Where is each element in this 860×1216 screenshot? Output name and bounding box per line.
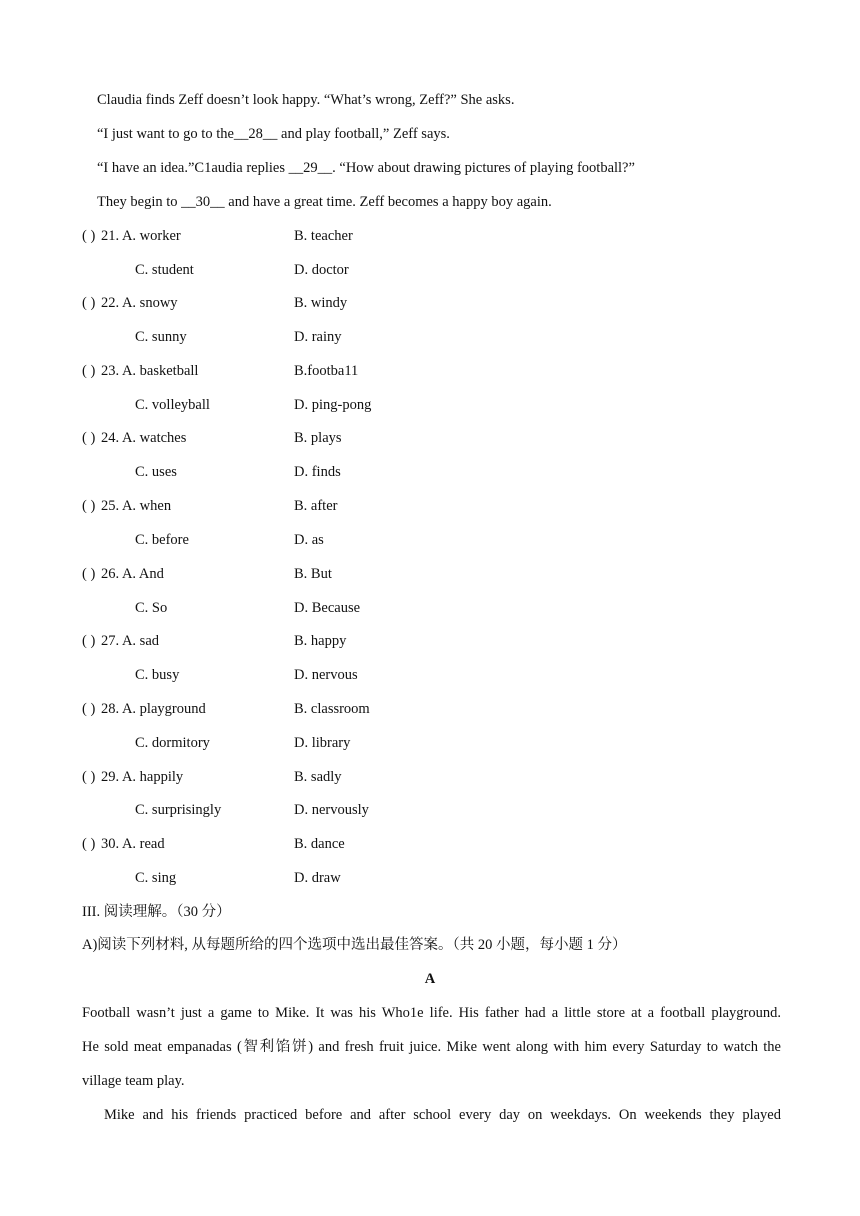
answer-blank[interactable]: ( ) [82, 566, 96, 582]
option-c: C. dormitory [135, 735, 210, 751]
question-30 [82, 835, 782, 853]
option-a: 27. A. sad [101, 633, 159, 649]
option-b: B. dance [294, 836, 345, 852]
section-heading: III. 阅读理解。（30 分） [82, 904, 231, 920]
answer-blank[interactable]: ( ) [82, 498, 96, 514]
answer-blank[interactable]: ( ) [82, 769, 96, 785]
question-30-cd [82, 869, 782, 887]
option-b: B. windy [294, 295, 348, 311]
answer-blank[interactable]: ( ) [82, 633, 96, 649]
option-d: D. ping-pong [294, 397, 372, 413]
answer-blank[interactable]: ( ) [82, 701, 96, 717]
question-23 [82, 362, 782, 380]
option-c: C. surprisingly [135, 802, 222, 818]
option-d: D. library [294, 735, 351, 751]
question-28 [82, 700, 782, 718]
option-d: D. finds [294, 464, 341, 480]
option-d: D. nervously [294, 802, 369, 818]
section-instruction: A)阅读下列材料, 从每题所给的四个选项中选出最佳答案。（共 20 小题，每小题 1 分） [82, 937, 627, 953]
option-c: C. sunny [135, 329, 187, 345]
option-c: C. So [135, 600, 168, 616]
option-a: 25. A. when [101, 498, 172, 514]
question-25 [82, 497, 782, 515]
question-24-cd [82, 463, 782, 481]
option-d: D. Because [294, 600, 361, 616]
option-a: 23. A. basketball [101, 363, 199, 379]
question-27 [82, 632, 782, 650]
option-c: C. student [135, 262, 194, 278]
option-c: C. volleyball [135, 397, 210, 413]
question-21-cd [82, 261, 782, 279]
question-24 [82, 429, 782, 447]
passage-line-1: Claudia finds Zeff doesn’t look happy. “What’s wrong, Zeff?” She asks. [97, 92, 515, 108]
question-22-cd [82, 328, 782, 346]
option-c: C. busy [135, 667, 180, 683]
option-b: B.footba11 [294, 363, 359, 379]
option-b: B. classroom [294, 701, 370, 717]
answer-blank[interactable]: ( ) [82, 836, 96, 852]
question-22 [82, 294, 782, 312]
question-26 [82, 565, 782, 583]
option-b: B. after [294, 498, 338, 514]
option-d: D. rainy [294, 329, 342, 345]
option-c: C. uses [135, 464, 177, 480]
paragraph-line: Mike and his friends practiced before and after school every day on weekdays. On weekends they played [104, 1107, 781, 1123]
passage-title: A [424, 971, 436, 987]
question-21 [82, 227, 782, 245]
option-a: 26. A. And [101, 566, 164, 582]
option-a: 28. A. playground [101, 701, 206, 717]
question-28-cd [82, 734, 782, 752]
question-25-cd [82, 531, 782, 549]
option-d: D. as [294, 532, 324, 548]
paragraph-line: Football wasn’t just a game to Mike. It was his Who1e life. His father had a little store at a football playground. [82, 1005, 781, 1021]
option-d: D. nervous [294, 667, 358, 683]
option-a: 22. A. snowy [101, 295, 178, 311]
paragraph-line: He sold meat empanadas (智利馅饼) and fresh fruit juice. Mike went along with him every Saturday to watch the [82, 1039, 781, 1055]
option-a: 30. A. read [101, 836, 165, 852]
option-a: 29. A. happily [101, 769, 184, 785]
answer-blank[interactable]: ( ) [82, 228, 96, 244]
question-23-cd [82, 396, 782, 414]
option-b: B. teacher [294, 228, 353, 244]
answer-blank[interactable]: ( ) [82, 295, 96, 311]
option-b: B. happy [294, 633, 347, 649]
question-27-cd [82, 666, 782, 684]
option-b: B. But [294, 566, 332, 582]
answer-blank[interactable]: ( ) [82, 430, 96, 446]
paragraph-line: village team play. [82, 1073, 185, 1089]
question-26-cd [82, 599, 782, 617]
passage-line-2: “I just want to go to the__28__ and play football,” Zeff says. [97, 126, 450, 142]
option-b: B. plays [294, 430, 342, 446]
option-d: D. draw [294, 870, 341, 886]
question-29 [82, 768, 782, 786]
question-29-cd [82, 801, 782, 819]
answer-blank[interactable]: ( ) [82, 363, 96, 379]
option-b: B. sadly [294, 769, 342, 785]
option-a: 24. A. watches [101, 430, 187, 446]
option-a: 21. A. worker [101, 228, 181, 244]
option-c: C. before [135, 532, 189, 548]
option-c: C. sing [135, 870, 177, 886]
passage-line-3: “I have an idea.”C1audia replies __29__. “How about drawing pictures of playing football?” [97, 160, 635, 176]
option-d: D. doctor [294, 262, 349, 278]
passage-line-4: They begin to __30__ and have a great time. Zeff becomes a happy boy again. [97, 194, 552, 210]
